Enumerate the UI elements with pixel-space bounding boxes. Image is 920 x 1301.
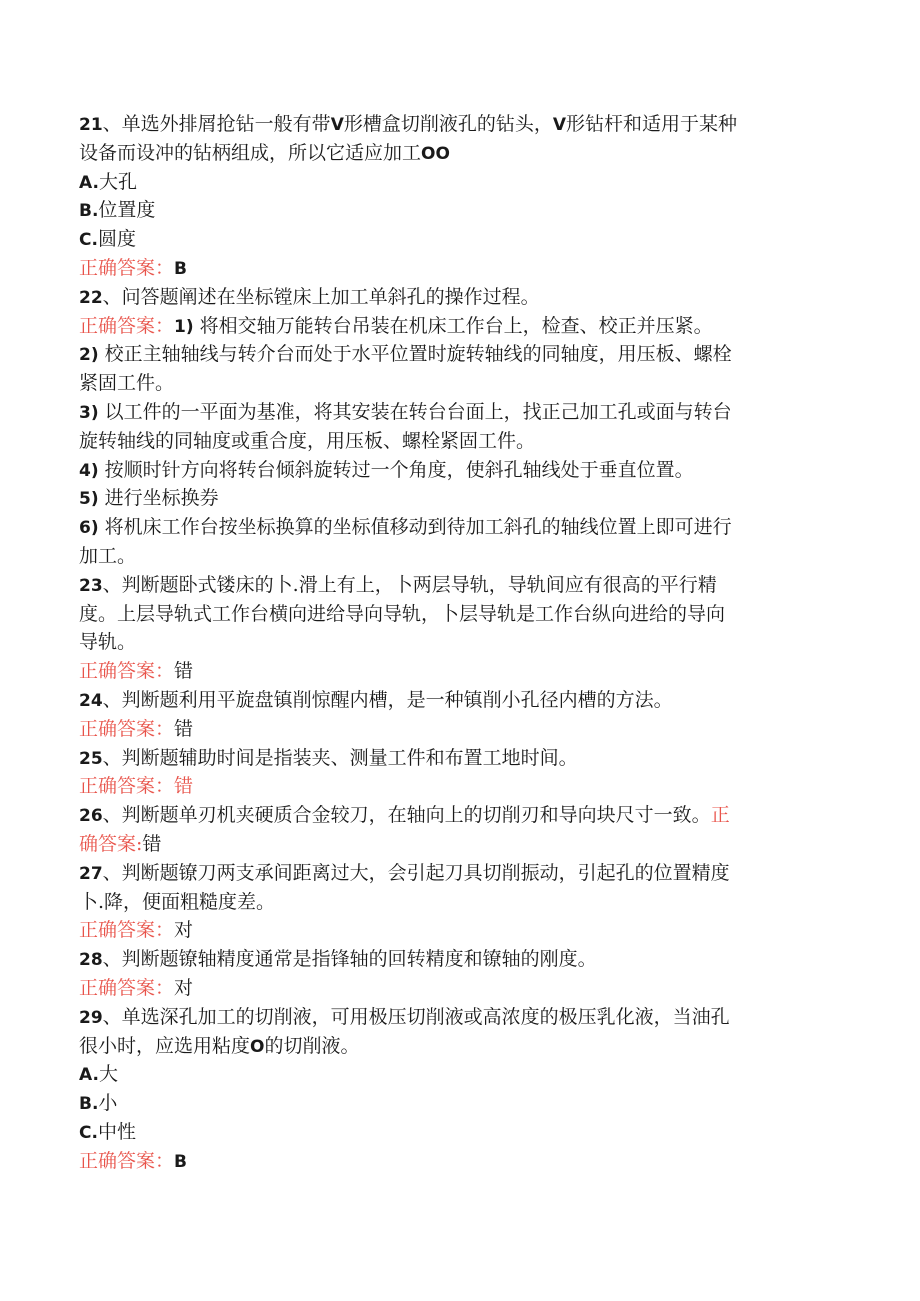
q21-stem-line-2: 设备而设冲的钻柄组成，所以它适应加工OO (79, 141, 450, 164)
q29-stem-line-1: 29、单选深孔加工的切削液，可用极压切削液或高浓度的极压乳化液，当油孔 (79, 1005, 730, 1028)
q27-stem-line-2: 卜.降，便面粗糙度差。 (79, 890, 276, 913)
q24-stem: 24、判断题利用平旋盘镇削惊醒内槽，是一种镇削小孔径内槽的方法。 (79, 688, 673, 711)
q22-stem: 22、问答题阐述在坐标镗床上加工单斜孔的操作过程。 (79, 285, 540, 308)
q21-option-c: C.圆度 (79, 228, 136, 251)
q22-step-2-line-2: 紧固工件。 (79, 372, 175, 395)
q23-stem-line-3: 导轨。 (79, 631, 137, 654)
q22-answer-step-1: 正确答案：1) 将相交轴万能转台吊装在机床工作台上，检查、校正并压紧。 (79, 314, 713, 337)
q21-option-b: B.位置度 (79, 199, 156, 222)
q26-stem: 26、判断题单刃机夹硬质合金较刀，在轴向上的切削刃和导向块尺寸一致。正 (79, 804, 730, 827)
q28-stem: 28、判断题镣轴精度通常是指锋轴的回转精度和镣轴的刚度。 (79, 948, 597, 971)
q23-stem-line-1: 23、判断题卧式镂床的卜.滑上有上，卜两层导轨，导轨间应有很高的平行精 (79, 573, 717, 596)
q22-step-2-line-1: 2) 校正主轴轴线与转介台而处于水平位置时旋转轴线的同轴度，用压板、螺栓 (79, 343, 732, 366)
q27-answer: 正确答案：对 (79, 919, 194, 942)
document-page (79, 110, 824, 1175)
q29-answer: 正确答案：B (79, 1149, 187, 1172)
q27-stem-line-1: 27、判断题镣刀两支承间距离过大，会引起刀具切削振动，引起孔的位置精度 (79, 861, 730, 884)
q22-step-6-line-2: 加工。 (79, 544, 137, 567)
question-number: 21 (79, 115, 103, 135)
q29-stem-line-2: 很小时，应选用粘度O的切削液。 (79, 1034, 360, 1057)
q23-answer: 正确答案：错 (79, 660, 194, 683)
q29-option-b: B.小 (79, 1092, 118, 1115)
q25-stem: 25、判断题辅助时间是指装夹、测量工件和布置工地时间。 (79, 746, 578, 769)
q26-answer: 确答案:错 (79, 832, 162, 855)
q21-answer: 正确答案：B (79, 256, 187, 279)
q25-answer: 正确答案：错 (79, 775, 194, 798)
q23-stem-line-2: 度。上层导轨式工作台横向进给导向导轨，卜层导轨是工作台纵向进给的导向 (79, 602, 726, 625)
q29-option-c: C.中性 (79, 1120, 136, 1143)
q29-option-a: A.大 (79, 1063, 118, 1086)
q22-step-3-line-1: 3) 以工件的一平面为基准，将其安装在转台台面上，找正己加工孔或面与转台 (79, 400, 732, 423)
q24-answer: 正确答案：错 (79, 717, 194, 740)
q22-step-6-line-1: 6) 将机床工作台按坐标换算的坐标值移动到待加工斜孔的轴线位置上即可进行 (79, 516, 732, 539)
q21-stem-line-1: 21、单选外排屑抢钻一般有带V形槽盒切削液孔的钻头，V形钻杆和适用于某种 (79, 113, 738, 135)
q28-answer: 正确答案：对 (79, 976, 194, 999)
q22-step-5: 5) 进行坐标换券 (79, 487, 219, 510)
q22-step-4: 4) 按顺时针方向将转台倾斜旋转过一个角度，使斜孔轴线处于垂直位置。 (79, 458, 694, 481)
q22-step-3-line-2: 旋转轴线的同轴度或重合度，用压板、螺栓紧固工件。 (79, 429, 536, 452)
q21-option-a: A.大孔 (79, 170, 137, 193)
